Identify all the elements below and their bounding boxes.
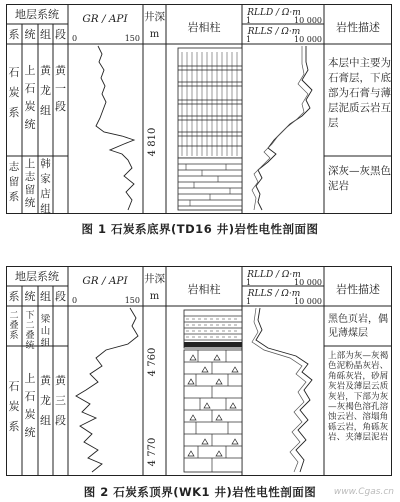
lithology-column (184, 310, 242, 472)
desc-header: 岩性描述 (336, 283, 380, 296)
tong-lower-label: 上石炭统 (24, 372, 36, 439)
rlld-max: 10 000 (294, 278, 322, 287)
rlld-curve (256, 308, 312, 472)
xi-lower-label: 志留系 (8, 161, 20, 203)
description-lower: 深灰—灰黑色泥岩 (328, 165, 391, 192)
tong-upper-label: 下二叠统 (25, 311, 35, 351)
rlls-min: 1 (246, 35, 252, 44)
zu-upper-label: 梁山组 (40, 314, 51, 349)
figure-2-caption: 图 2 石炭系顶界(WK1 井)岩性电性剖面图 (83, 485, 317, 499)
lithology-descriptions (328, 56, 391, 192)
gr-header: GR / API (82, 13, 128, 25)
zu-lower-label: 黄龙组 (40, 374, 51, 427)
duan-header: 段 (55, 290, 66, 303)
rlls-curve (252, 46, 308, 210)
zu-header: 组 (40, 290, 51, 303)
zu-lower-label: 韩家店组 (40, 158, 51, 214)
gr-curve (96, 46, 134, 210)
depth-unit: m (149, 291, 160, 302)
gr-max: 150 (124, 296, 140, 305)
zu-header: 组 (40, 28, 51, 41)
depth-header: 井深 (144, 11, 165, 23)
tong-header: 统 (24, 290, 36, 303)
rlld-min: 1 (246, 278, 252, 287)
tong-header: 统 (24, 28, 36, 41)
rlld-header: RLLD / Ω·m (247, 270, 301, 280)
rlls-max: 10 000 (294, 297, 322, 306)
xi-lower-label: 石炭系 (8, 380, 20, 433)
rlld-header: RLLD / Ω·m (247, 8, 301, 18)
lithology-descriptions (328, 312, 389, 443)
zu-upper-label: 黄龙组 (40, 64, 51, 117)
rlls-max: 10 000 (294, 35, 322, 44)
depth-labels (147, 128, 158, 157)
duan-header: 段 (55, 28, 66, 41)
xi-header: 系 (8, 28, 20, 41)
lithology-column (178, 48, 242, 210)
gr-header: GR / API (82, 275, 128, 287)
rlld-min: 1 (246, 16, 252, 25)
figure-1 (6, 4, 392, 214)
description-lower: 上部为灰—灰褐色泥粉晶灰岩、角砾灰岩，砂屑灰岩及薄层云质灰岩，下部为灰—灰褐色溶孔溶蚀云岩、溶塌角砾云岩，角砾灰岩、夹薄层泥岩 (328, 351, 389, 443)
watermark: www.Cgas.cn (333, 487, 394, 497)
duan-upper-label: 黄一段 (55, 64, 66, 113)
figure-2 (6, 266, 392, 476)
lith-header: 岩相柱 (187, 21, 221, 34)
strat-system-header: 地层系统 (15, 8, 59, 21)
rlls-header: RLLS / Ω·m (247, 27, 301, 37)
gr-max: 150 (124, 34, 140, 43)
rlls-header: RLLS / Ω·m (247, 289, 301, 299)
description-upper: 黑色页岩，偶见薄煤层 (328, 314, 388, 339)
depth-labels (147, 348, 158, 467)
gr-min: 0 (72, 296, 78, 305)
depth-header: 井深 (144, 273, 165, 285)
rlls-min: 1 (246, 297, 252, 306)
rlld-max: 10 000 (294, 16, 322, 25)
xi-upper-label: 石炭系 (8, 66, 20, 119)
duan-lower-label: 黄三段 (55, 374, 66, 427)
depth-label: 4 770 (147, 437, 158, 467)
gr-min: 0 (72, 34, 78, 43)
lith-header: 岩相柱 (187, 283, 221, 296)
depth-unit: m (149, 29, 160, 40)
strat-system-header: 地层系统 (15, 270, 59, 283)
gr-curve (76, 308, 138, 472)
desc-header: 岩性描述 (336, 21, 380, 34)
tong-upper-label: 上石炭统 (24, 64, 36, 131)
xi-header: 系 (8, 290, 20, 303)
xi-upper-label: 二叠系 (9, 311, 19, 341)
depth-label: 4 760 (147, 347, 158, 377)
depth-label: 4 810 (147, 127, 158, 157)
tong-lower-label: 上志留统 (24, 158, 36, 209)
description-upper: 本层中主要为石膏层，下底部为石膏与薄层泥质云岩互层 (328, 57, 391, 129)
figure-1-caption: 图 1 石炭系底界(TD16 井)岩性电性剖面图 (81, 222, 319, 236)
